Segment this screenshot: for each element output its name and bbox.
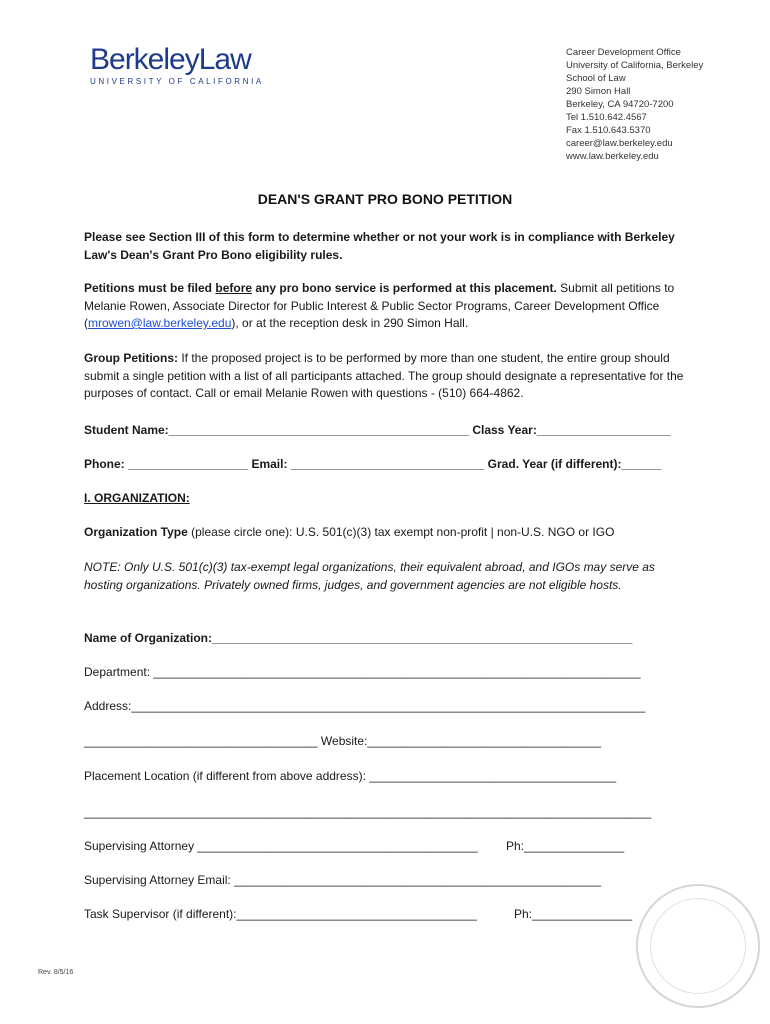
placement-location-field[interactable]: Placement Location (if different from above address): _____________________________________ <box>84 769 617 783</box>
logo-wordmark: BerkeleyLaw <box>90 43 251 76</box>
contact-email-link[interactable]: mrowen@law.berkeley.edu <box>88 316 232 330</box>
student-name-line[interactable]: Student Name:_____________________________________________ Class Year:____________________ <box>84 423 671 437</box>
placement-location-continued[interactable]: _____________________________________________________________________________________ <box>84 805 652 819</box>
org-name-field[interactable]: Name of Organization:_______________________________________________________________ <box>84 631 633 645</box>
eligibility-note: NOTE: Only U.S. 501(c)(3) tax-exempt legal organizations, their equivalent abroad, and IGOs may serve as hosting organizations. Privately owned firms, judges, and government agencies are not eligible hosts. <box>84 560 655 592</box>
revision-date: Rev. 8/5/16 <box>38 969 74 976</box>
office-address-block <box>566 46 703 163</box>
task-supervisor-phone[interactable]: Ph:_______________ <box>514 907 633 921</box>
website-field[interactable]: ___________________________________ Website:___________________________________ <box>84 734 601 748</box>
address-field[interactable]: Address:_____________________________________________________________________________ <box>84 699 646 713</box>
filing-bold-b: any pro bono service is performed at this placement. <box>252 281 557 295</box>
department-field[interactable]: Department: _________________________________________________________________________ <box>84 665 641 679</box>
office-email[interactable]: career@law.berkeley.edu <box>566 138 673 149</box>
office-website[interactable]: www.law.berkeley.edu <box>566 151 659 162</box>
intro-paragraph: Please see Section III of this form to determine whether or not your work is in compliance with Berkeley Law's Dean's Grant Pro Bono eligibility rules. <box>84 230 675 262</box>
group-text: If the proposed project is to be performed by more than one student, the entire group should submit a single petition with a list of all participants attached. The group should designate a representative for the purposes of contact. Call or email Melanie Rowen with questions - (510) 664-4862. <box>84 351 684 400</box>
org-type-label: Organization Type <box>84 525 188 539</box>
group-paragraph <box>84 350 694 403</box>
office-line: Career Development Office <box>566 47 681 58</box>
org-type-line[interactable] <box>84 525 614 539</box>
filing-text-b: ), or at the reception desk in 290 Simon Hall. <box>231 316 469 330</box>
org-type-options[interactable]: (please circle one): U.S. 501(c)(3) tax exempt non-profit | non-U.S. NGO or IGO <box>187 525 615 539</box>
supervising-attorney-field[interactable]: Supervising Attorney __________________________________________ <box>84 839 478 853</box>
university-seal-watermark <box>636 884 760 1008</box>
filing-paragraph <box>84 280 694 333</box>
page-title: DEAN'S GRANT PRO BONO PETITION <box>257 191 513 207</box>
filing-text-a: Submit all petitions to Melanie Rowen, Associate Director for Public Interest & Public Sector Programs, Career Development Office ( <box>84 281 675 330</box>
task-supervisor-field[interactable]: Task Supervisor (if different):____________________________________ <box>84 907 477 921</box>
office-line: University of California, Berkeley <box>566 60 704 71</box>
phone-email-line[interactable]: Phone: __________________ Email: _____________________________ Grad. Year (if different):______ <box>84 457 662 471</box>
office-line: School of Law <box>566 73 626 84</box>
office-line: Tel 1.510.642.4567 <box>566 112 647 123</box>
group-label: Group Petitions: <box>84 351 178 365</box>
filing-bold-a: Petitions must be filed <box>84 281 216 295</box>
supervising-attorney-phone[interactable]: Ph:_______________ <box>506 839 625 853</box>
berkeley-law-logo <box>90 44 264 86</box>
office-line: Berkeley, CA 94720-7200 <box>566 99 674 110</box>
office-line: Fax 1.510.643.5370 <box>566 125 651 136</box>
seal-inner-ring <box>650 898 746 994</box>
office-line: 290 Simon Hall <box>566 86 631 97</box>
section-organization-heading: I. ORGANIZATION: <box>84 491 190 505</box>
supervising-attorney-email[interactable]: Supervising Attorney Email: _______________________________________________________ <box>84 873 602 887</box>
logo-subtitle: UNIVERSITY OF CALIFORNIA <box>90 77 264 86</box>
filing-before: before <box>215 281 253 295</box>
